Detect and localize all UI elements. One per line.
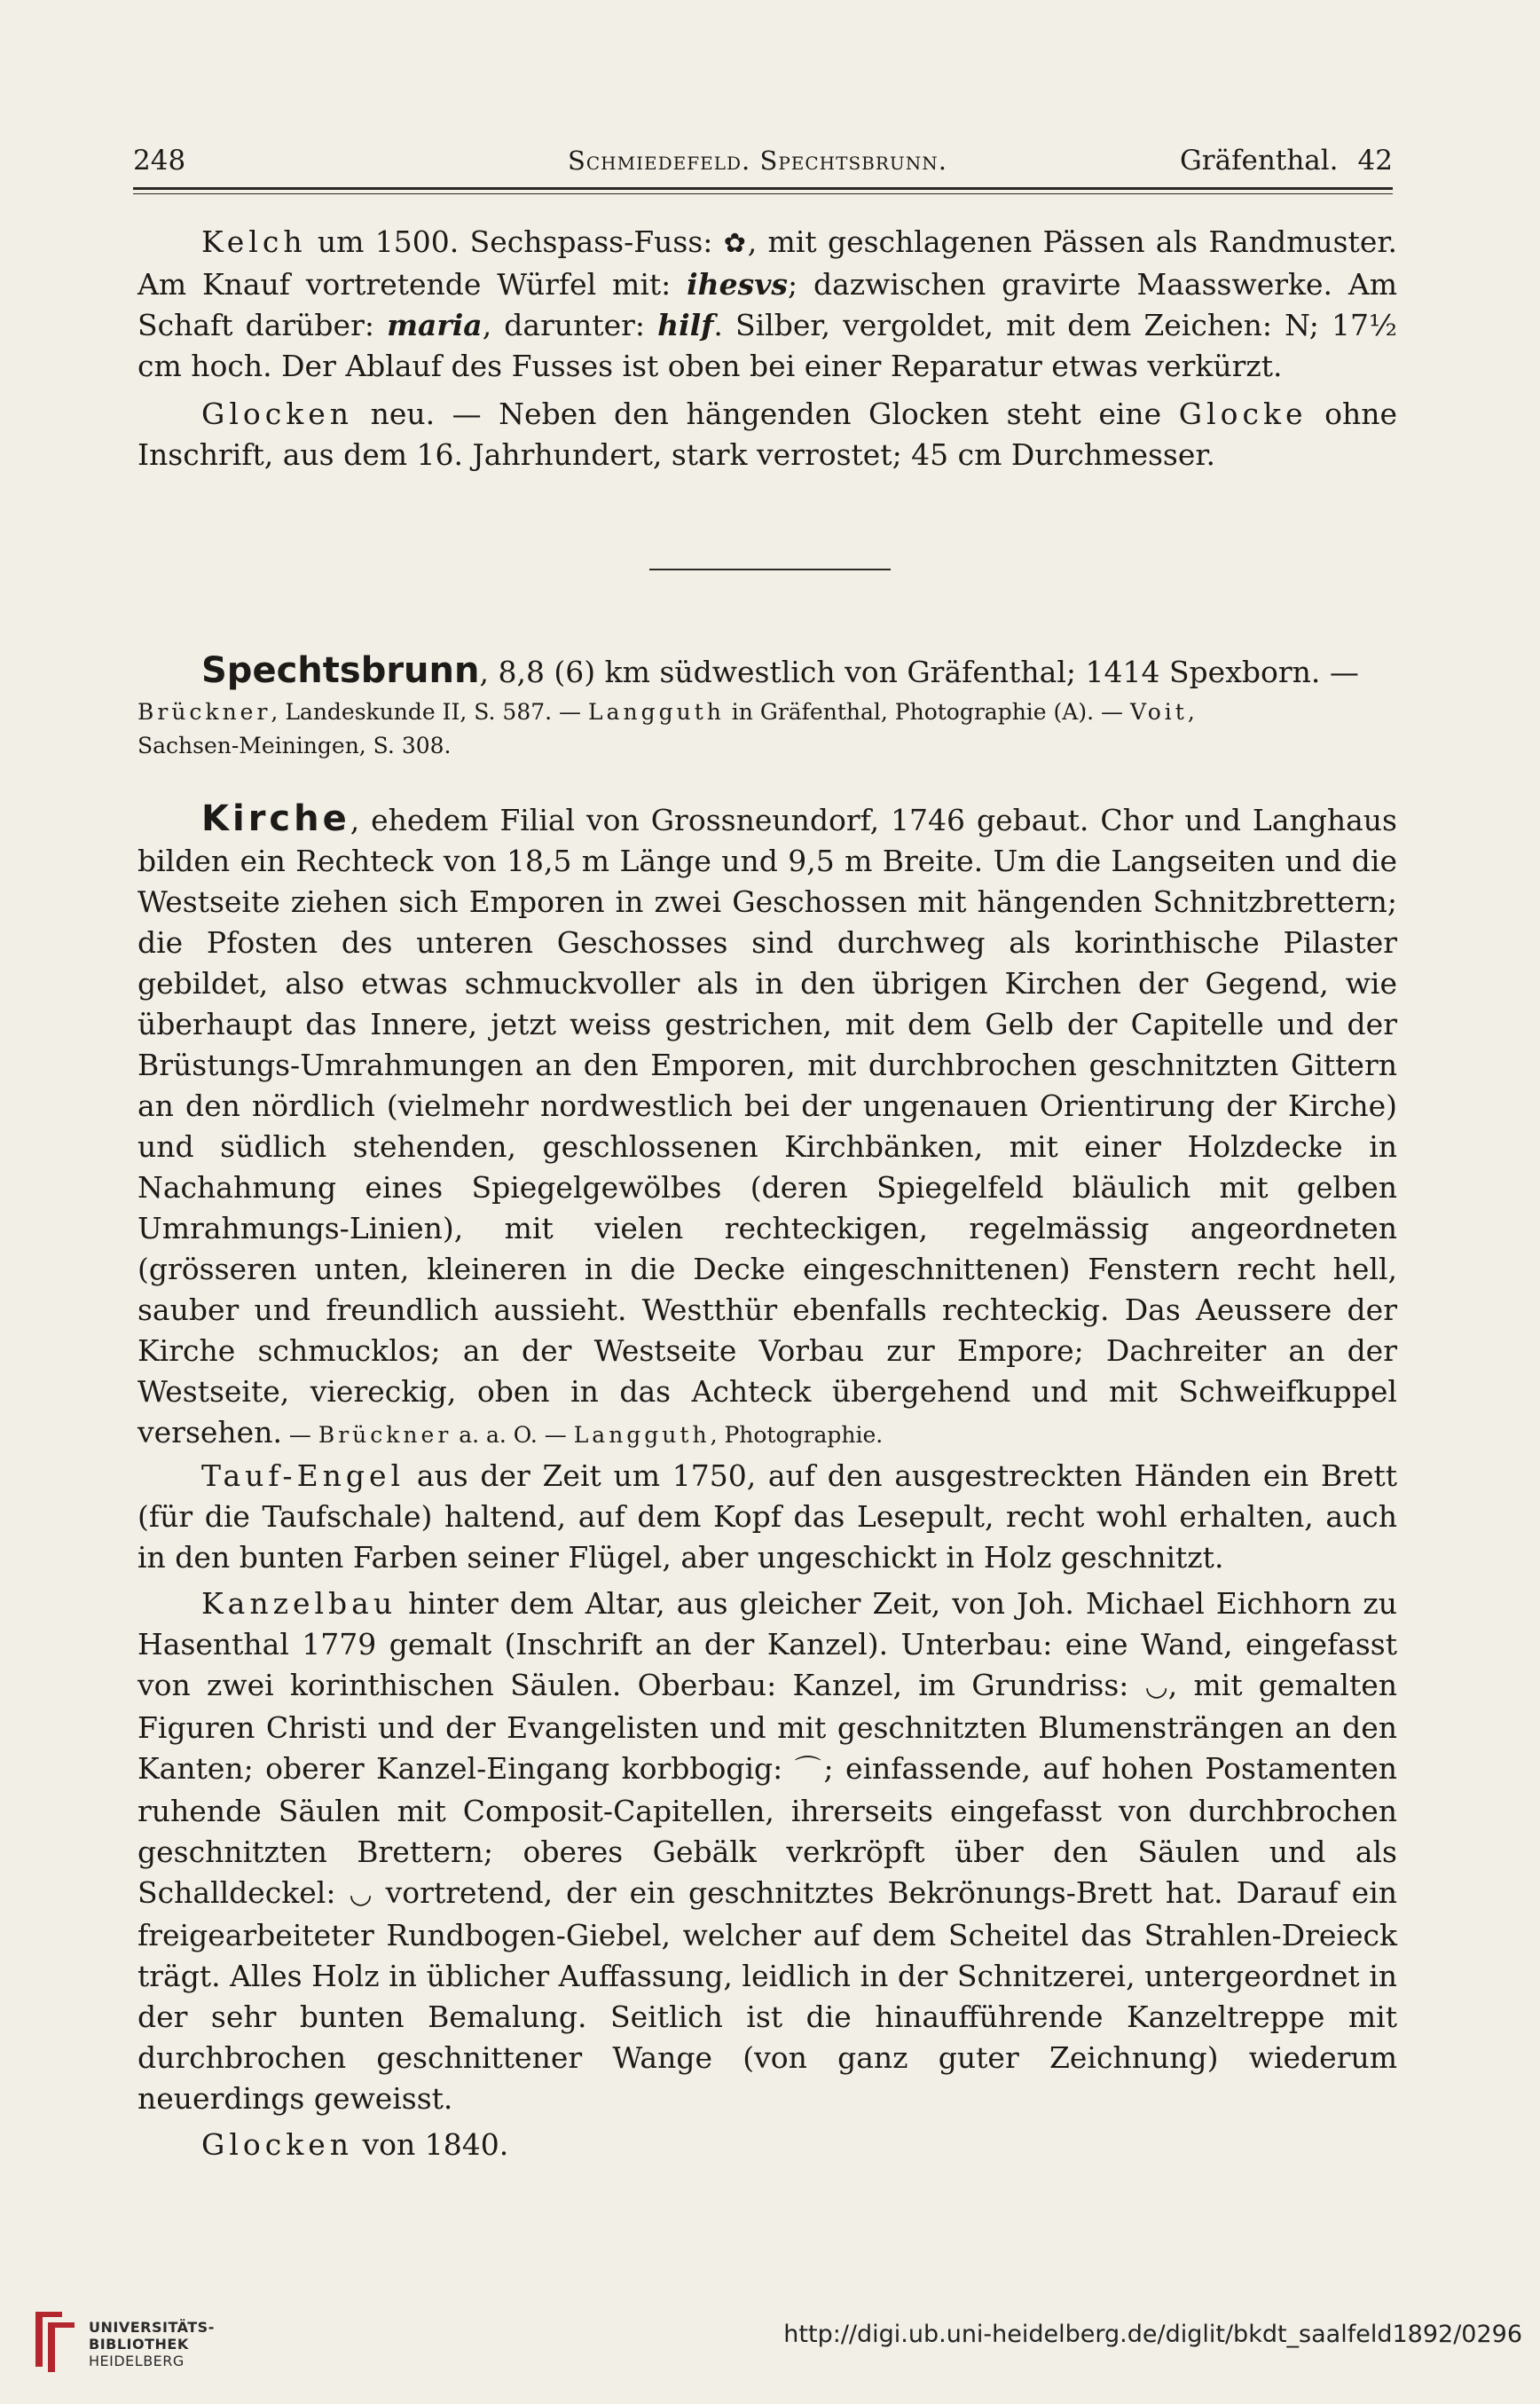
- term-kelch: Kelch: [201, 224, 307, 259]
- term-glocken: Glocken: [201, 397, 354, 431]
- term-glocken-1840: Glocken: [201, 2127, 354, 2162]
- korbbogen-shape-icon: ⌒: [794, 1755, 824, 1786]
- upper-text: [138, 222, 1397, 475]
- paragraph-kirche: Kirche, ehedem Filial von Grossneundorf, 1746 gebaut. Chor und Langhaus bilden ein Rechteck von 18,5 m Länge und 9,5 m Breite. Um die Langseiten und die Westseite ziehen sich Emporen in zwei Geschossen mit hängenden Schnitzbrettern; die Pfosten des unteren Geschosses sind durchweg als korinthische Pilaster gebildet, also etwas schmuckvoller als in den übrigen Kirchen der Gegend, wie überhaupt das Innere, jetzt weiss gestrichen, mit dem Gelb der Capitelle und der Brüstungs-Umrahmungen an den Emporen, mit durchbrochen geschnitzten Gittern an den nördlich (vielmehr nordwestlich bei der ungenauen Orientirung der Kirche) und südlich stehenden, geschlossenen Kirchbänken, mit einer Holzdecke in Nachahmung eines Spiegelgewölbes (deren Spiegelfeld bläulich mit gelben Umrahmungs-Linien), mit vielen rechteckigen, regelmässig angeordneten (grösseren unten, kleineren in die Decke eingeschnittenen) Fenstern recht hell, sauber und freundlich aussieht. Westthür ebenfalls rechteckig. Das Aeussere der Kirche schmucklos; an der Westseite Vorbau zur Empore; Dachreiter an der Westseite, viereckig, oben in das Achteck übergehend und mit Schweifkuppel versehen. — Brückner a. a. O. — Langguth, Photographie.: [138, 798, 1397, 1449]
- header-rule-thin: [133, 193, 1393, 194]
- schalldeckel-shape-icon: ◡: [349, 1879, 373, 1910]
- running-title: Schmiedefeld. Spechtsbrunn.: [568, 145, 947, 176]
- section-head-kirche: Kirche: [201, 798, 350, 839]
- paragraph-kanzelbau: Kanzelbau hinter dem Altar, aus gleicher Zeit, von Joh. Michael Eichhorn zu Hasenthal 1779 gemalt (Inschrift an der Kanzel). Unterbau: eine Wand, eingefasst von zwei korinthischen Säulen. Oberbau: Kanzel, im Grundriss: ◡, mit gemalten Figuren Christi und der Evangelisten und mit geschnitzten Blumensträngen an den Kanten; oberer Kanzel-Eingang korbbogig: ⌒; einfassende, auf hohen Postamenten ruhende Säulen mit Composit-Capitellen, ihrerseits eingefasst von durchbrochen geschnitzten Brettern; oberes Gebälk verkröpft über den Säulen und als Schalldeckel: ◡ vortretend, der ein geschnitztes Bekrönungs-Brett hat. Darauf ein freigearbeiteter Rundbogen-Giebel, welcher auf dem Scheitel das Strahlen-Dreieck trägt. Alles Holz in üblicher Auffassung, leidlich in der Schnitzerei, untergeordnet in der sehr bunten Bemalung. Seitlich ist die hinaufführende Kanzeltreppe mit durchbrochen geschnittener Wange (von ganz guter Zeichnung) wiederum neuerdings geweisst.: [138, 1586, 1398, 2116]
- source-url-link[interactable]: http://digi.ub.uni-heidelberg.de/diglit/bkdt_saalfeld1892/0296: [783, 2321, 1522, 2348]
- paragraph-glocken-1840: Glocken von 1840.: [201, 2127, 509, 2162]
- paragraph-kelch: Kelch um 1500. Sechspass-Fuss: ✿, mit geschlagenen Pässen als Randmuster. Am Knauf vortretende Würfel mit: ihesvs; dazwischen gravirte Maasswerke. Am Schaft darüber: maria, darunter: hilf. Silber, vergoldet, mit dem Zeichen: N; 17½ cm hoch. Der Ablauf des Fusses ist oben bei einer Reparatur etwas verkürzt.: [138, 224, 1397, 383]
- place-title: Spechtsbrunn: [201, 650, 480, 691]
- inscription-hilf: hilf: [657, 308, 714, 342]
- place-heading-line: Spechtsbrunn, 8,8 (6) km südwestlich von Gräfenthal; 1414 Spexborn. —: [201, 650, 1359, 691]
- running-head: [133, 140, 1393, 181]
- page-number: 248: [133, 145, 186, 177]
- main-text: [138, 798, 1397, 2165]
- library-name: UNIVERSITÄTS- BIBLIOTHEK HEIDELBERG: [89, 2319, 215, 2369]
- running-head-right: [1180, 140, 1393, 181]
- inscription-ihesvs: ihesvs: [687, 267, 788, 302]
- place-entry: [138, 648, 1397, 763]
- place-references-cont: Sachsen-Meiningen, S. 308.: [138, 733, 452, 758]
- term-kanzelbau: Kanzelbau: [201, 1586, 397, 1621]
- place-references: Brückner, Landeskunde II, S. 587. — Langguth in Gräfenthal, Photographie (A). — Voit,: [138, 699, 1195, 725]
- library-logo-icon: [27, 2305, 83, 2374]
- running-head-place: Gräfenthal.: [1180, 145, 1339, 177]
- term-taufengel: Tauf-Engel: [201, 1458, 405, 1493]
- section-divider: [649, 569, 891, 570]
- paragraph-taufengel: Tauf-Engel aus der Zeit um 1750, auf den ausgestreckten Händen ein Brett (für die Taufschale) haltend, auf dem Kopf das Lesepult, recht wohl erhalten, auch in den bunten Farben seiner Flügel, aber ungeschickt in Holz geschnitzt.: [138, 1458, 1397, 1575]
- sheet-number: 42: [1357, 145, 1393, 177]
- grundriss-shape-icon: ◡: [1144, 1671, 1168, 1702]
- header-rule: [133, 187, 1393, 190]
- sechspass-icon: ✿: [723, 228, 748, 259]
- paragraph-glocken: Glocken neu. — Neben den hängenden Glocken steht eine Glocke ohne Inschrift, aus dem 16. Jahrhundert, stark verrostet; 45 cm Durchmesser.: [138, 397, 1397, 472]
- inscription-maria: maria: [387, 308, 483, 342]
